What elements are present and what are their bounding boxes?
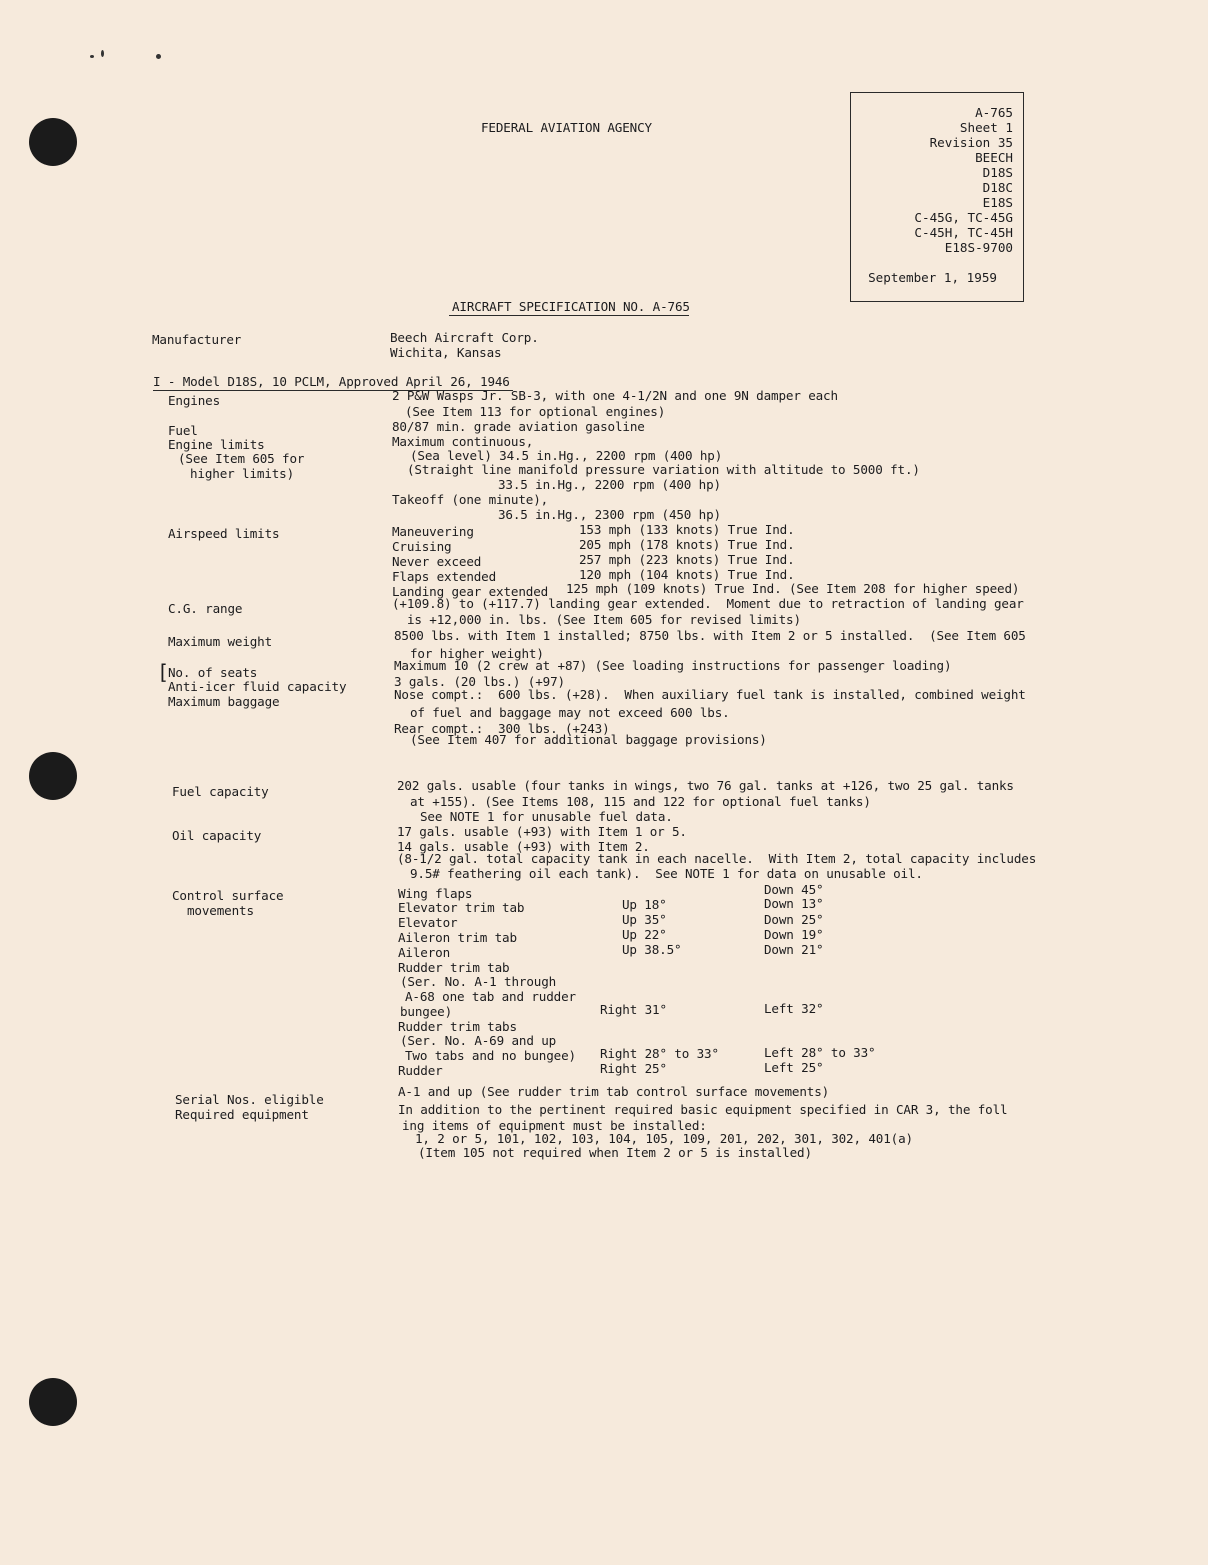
label-required-equipment: Required equipment bbox=[175, 1107, 309, 1122]
airspeed-name: Landing gear extended bbox=[392, 584, 549, 599]
surface-name: Elevator bbox=[398, 915, 458, 930]
rudder-tab-right: Right 31° bbox=[600, 1002, 667, 1017]
rudder-tab-left: Left 32° bbox=[764, 1001, 824, 1016]
margin-bracket: [ bbox=[157, 660, 170, 684]
surface-name: Aileron bbox=[398, 945, 451, 960]
speck bbox=[156, 54, 161, 59]
label-manufacturer: Manufacturer bbox=[152, 332, 242, 347]
fuel-capacity-line: See NOTE 1 for unusable fuel data. bbox=[420, 809, 673, 824]
rudder-left: Left 25° bbox=[764, 1060, 824, 1075]
label-maximum-weight: Maximum weight bbox=[168, 634, 273, 649]
surface-up: Up 38.5° bbox=[622, 942, 682, 957]
surface-up: Up 35° bbox=[622, 912, 667, 927]
rudder-tab-desc: (Ser. No. A-1 through bbox=[400, 974, 557, 989]
punch-hole-middle bbox=[29, 752, 77, 800]
label-oil-capacity: Oil capacity bbox=[172, 828, 262, 843]
oil-capacity-line: 17 gals. usable (+93) with Item 1 or 5. bbox=[397, 824, 687, 839]
airspeed-value: 120 mph (104 knots) True Ind. bbox=[579, 567, 795, 582]
box-line: C-45G, TC-45G bbox=[914, 210, 1013, 225]
airspeed-name: Never exceed bbox=[392, 554, 482, 569]
airspeed-value: 153 mph (133 knots) True Ind. bbox=[579, 522, 795, 537]
airspeed-name: Maneuvering bbox=[392, 524, 474, 539]
manufacturer-name: Beech Aircraft Corp. bbox=[390, 330, 539, 345]
rudder-tabs-left: Left 28° to 33° bbox=[764, 1045, 876, 1060]
label-maximum-baggage: Maximum baggage bbox=[168, 694, 280, 709]
rudder-tabs-desc: Two tabs and no bungee) bbox=[405, 1048, 576, 1063]
max-weight-line: for higher weight) bbox=[410, 646, 544, 661]
rudder-tab-desc: A-68 one tab and rudder bbox=[405, 989, 576, 1004]
box-line: Revision 35 bbox=[929, 135, 1013, 150]
fuel-capacity-line: at +155). (See Items 108, 115 and 122 for optional fuel tanks) bbox=[410, 794, 871, 809]
engine-limit-line: 36.5 in.Hg., 2300 rpm (450 hp) bbox=[498, 507, 721, 522]
punch-hole-bottom bbox=[29, 1378, 77, 1426]
label-fuel-capacity: Fuel capacity bbox=[172, 784, 269, 799]
rudder-tabs-desc: (Ser. No. A-69 and up bbox=[400, 1033, 557, 1048]
oil-capacity-line: 14 gals. usable (+93) with Item 2. bbox=[397, 839, 650, 854]
surface-down: Down 19° bbox=[764, 927, 824, 942]
box-line: D18S bbox=[982, 165, 1013, 180]
baggage-line: Rear compt.: 300 lbs. (+243) bbox=[394, 721, 610, 736]
airspeed-name: Flaps extended bbox=[392, 569, 497, 584]
airspeed-value: 205 mph (178 knots) True Ind. bbox=[579, 537, 795, 552]
label-engine-limits-note: (See Item 605 for bbox=[178, 451, 305, 466]
label-movements: movements bbox=[187, 903, 254, 918]
surface-name: Rudder bbox=[398, 1063, 443, 1078]
box-line: Sheet 1 bbox=[959, 120, 1013, 135]
fuel-capacity-line: 202 gals. usable (four tanks in wings, two 76 gal. tanks at +126, two 25 gal. tanks bbox=[397, 778, 1014, 793]
required-equipment-line: ing items of equipment must be installed: bbox=[402, 1118, 707, 1133]
baggage-line: Nose compt.: 600 lbs. (+28). When auxiliary fuel tank is installed, combined weight bbox=[394, 687, 1026, 702]
engine-limit-line: 33.5 in.Hg., 2200 rpm (400 hp) bbox=[498, 477, 721, 492]
box-line: C-45H, TC-45H bbox=[914, 225, 1013, 240]
cg-range-line: (+109.8) to (+117.7) landing gear extended. Moment due to retraction of landing gear bbox=[392, 596, 1024, 611]
box-line: D18C bbox=[982, 180, 1013, 195]
label-airspeed-limits: Airspeed limits bbox=[168, 526, 280, 541]
label-seats: No. of seats bbox=[168, 665, 258, 680]
punch-hole-top bbox=[29, 118, 77, 166]
baggage-line: (See Item 407 for additional baggage provisions) bbox=[410, 732, 767, 747]
manufacturer-city: Wichita, Kansas bbox=[390, 345, 502, 360]
surface-up: Up 22° bbox=[622, 927, 667, 942]
anti-icer-value: 3 gals. (20 lbs.) (+97) bbox=[394, 674, 565, 689]
airspeed-value: 257 mph (223 knots) True Ind. bbox=[579, 552, 795, 567]
box-line: E18S-9700 bbox=[944, 240, 1013, 255]
spec-title: AIRCRAFT SPECIFICATION NO. A-765 bbox=[452, 299, 690, 314]
oil-capacity-line: 9.5# feathering oil each tank). See NOTE 1 for data on unusable oil. bbox=[410, 866, 923, 881]
engine-limit-line: (Straight line manifold pressure variation with altitude to 5000 ft.) bbox=[407, 462, 920, 477]
rudder-tabs-right: Right 28° to 33° bbox=[600, 1046, 719, 1061]
engine-limit-line: Takeoff (one minute), bbox=[392, 492, 549, 507]
airspeed-name: Cruising bbox=[392, 539, 452, 554]
label-engine-limits: Engine limits bbox=[168, 437, 265, 452]
box-line: E18S bbox=[982, 195, 1013, 210]
box-line: A-765 bbox=[975, 105, 1013, 120]
engine-limit-line: (Sea level) 34.5 in.Hg., 2200 rpm (400 hp) bbox=[410, 448, 723, 463]
box-date: September 1, 1959 bbox=[868, 270, 997, 285]
label-fuel: Fuel bbox=[168, 423, 198, 438]
engines-line: 2 P&W Wasps Jr. SB-3, with one 4-1/2N and one 9N damper each bbox=[392, 388, 838, 403]
required-equipment-line: 1, 2 or 5, 101, 102, 103, 104, 105, 109, 201, 202, 301, 302, 401(a) bbox=[415, 1131, 913, 1146]
label-cg-range: C.G. range bbox=[168, 601, 243, 616]
rudder-tabs-desc: Rudder trim tabs bbox=[398, 1019, 517, 1034]
seats-value: Maximum 10 (2 crew at +87) (See loading instructions for passenger loading) bbox=[394, 658, 952, 673]
rudder-right: Right 25° bbox=[600, 1061, 667, 1076]
label-anti-icer: Anti-icer fluid capacity bbox=[168, 679, 347, 694]
surface-down: Down 25° bbox=[764, 912, 824, 927]
label-serial-nos: Serial Nos. eligible bbox=[175, 1092, 324, 1107]
airspeed-value: 125 mph (109 knots) True Ind. (See Item 208 for higher speed) bbox=[566, 581, 1020, 596]
agency-name: FEDERAL AVIATION AGENCY bbox=[481, 120, 652, 135]
title-underline bbox=[449, 315, 689, 316]
max-weight-line: 8500 lbs. with Item 1 installed; 8750 lbs. with Item 2 or 5 installed. (See Item 605 bbox=[394, 628, 1026, 643]
label-control-surface: Control surface bbox=[172, 888, 284, 903]
surface-down: Down 45° bbox=[764, 882, 824, 897]
surface-name: Aileron trim tab bbox=[398, 930, 517, 945]
section-heading: I - Model D18S, 10 PCLM, Approved April 26, 1946 bbox=[153, 374, 510, 389]
rudder-tab-desc: bungee) bbox=[400, 1004, 453, 1019]
oil-capacity-line: (8-1/2 gal. total capacity tank in each nacelle. With Item 2, total capacity includes bbox=[397, 851, 1037, 866]
box-line: BEECH bbox=[975, 150, 1013, 165]
label-engine-limits-note2: higher limits) bbox=[190, 466, 295, 481]
fuel-grade: 80/87 min. grade aviation gasoline bbox=[392, 419, 645, 434]
label-engines: Engines bbox=[168, 393, 221, 408]
engine-limit-line: Maximum continuous, bbox=[392, 434, 534, 449]
surface-name: Elevator trim tab bbox=[398, 900, 525, 915]
speck bbox=[101, 50, 104, 57]
engines-line: (See Item 113 for optional engines) bbox=[405, 404, 666, 419]
surface-down: Down 21° bbox=[764, 942, 824, 957]
surface-down: Down 13° bbox=[764, 896, 824, 911]
baggage-line: of fuel and baggage may not exceed 600 lbs. bbox=[410, 705, 730, 720]
document-id-box bbox=[850, 92, 1024, 302]
serial-eligible: A-1 and up (See rudder trim tab control surface movements) bbox=[398, 1084, 830, 1099]
cg-range-line: is +12,000 in. lbs. (See Item 605 for revised limits) bbox=[407, 612, 801, 627]
surface-name: Wing flaps bbox=[398, 886, 473, 901]
required-equipment-line: (Item 105 not required when Item 2 or 5 is installed) bbox=[418, 1145, 812, 1160]
speck bbox=[90, 55, 94, 58]
required-equipment-line: In addition to the pertinent required basic equipment specified in CAR 3, the foll bbox=[398, 1102, 1008, 1117]
rudder-tab-desc: Rudder trim tab bbox=[398, 960, 510, 975]
surface-up: Up 18° bbox=[622, 897, 667, 912]
